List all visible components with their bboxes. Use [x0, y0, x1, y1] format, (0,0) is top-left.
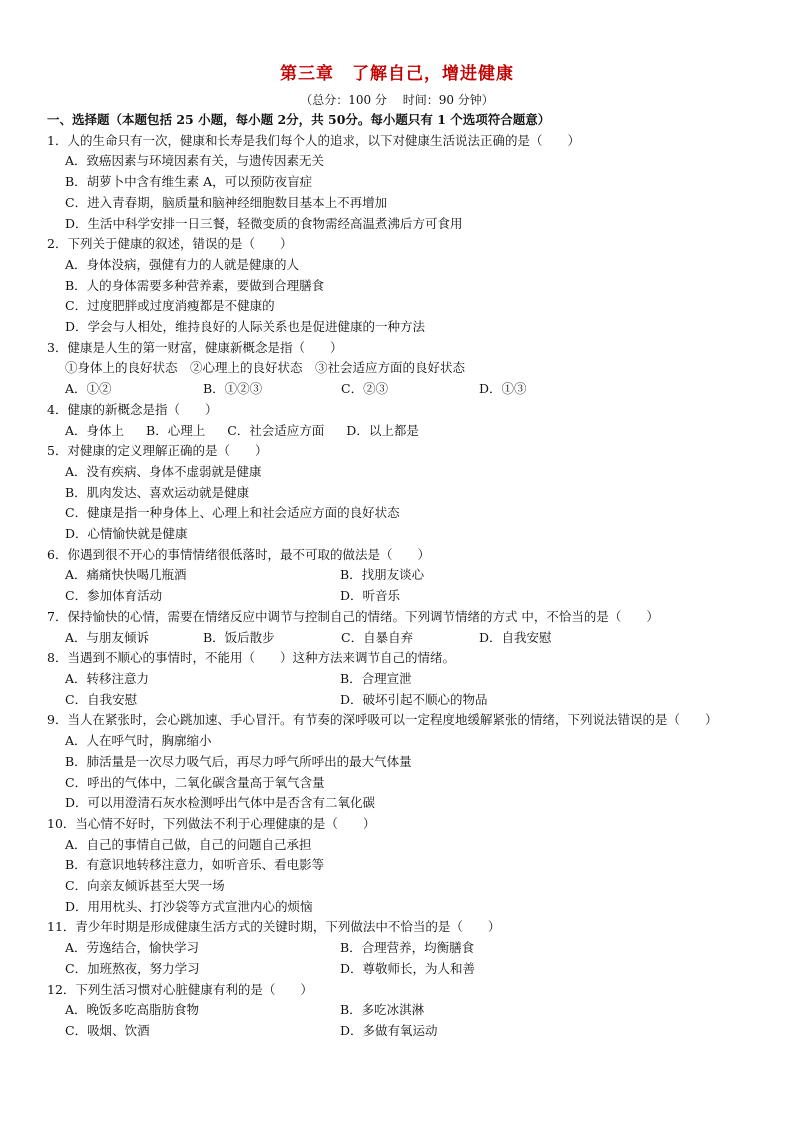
- page-title: 第三章 了解自己，增进健康: [280, 64, 514, 84]
- option-row: [47, 938, 759, 959]
- option: A．①②: [65, 381, 112, 397]
- option: B．心理上: [146, 422, 206, 438]
- option-row: [47, 565, 759, 586]
- option: C．健康是指一种身体上、心理上和社会适应方面的良好状态: [65, 505, 400, 521]
- option: C．过度肥胖或过度消瘦都是不健康的: [65, 298, 275, 314]
- option: B．胡萝卜中含有维生素 A，可以预防夜盲症: [65, 174, 313, 190]
- exam-info: （总分：100 分 时间：90 分钟）: [300, 93, 494, 107]
- question-stem: 8．当遇到不顺心的事情时，不能用（ ）这种方法来调节自己的情绪。: [47, 650, 455, 666]
- option: A．与朋友倾诉: [65, 629, 150, 645]
- option: A．晚饭多吃高脂肪食物: [65, 1002, 200, 1018]
- question-stem: 10．当心情不好时，下列做法不利于心理健康的是（ ）: [47, 815, 376, 831]
- option: B．肺活量是一次尽力吸气后，再尽力呼气所呼出的最大气体量: [65, 753, 412, 769]
- option: B．①②③: [203, 381, 263, 397]
- option: C．进入青春期，脑质量和脑神经细胞数目基本上不再增加: [65, 194, 388, 210]
- option: C．参加体育活动: [65, 588, 163, 604]
- option: D．以上都是: [346, 422, 419, 438]
- question-stem: 2．下列关于健康的叙述，错误的是（ ）: [47, 236, 293, 252]
- section-heading: 一、选择题（本题包括 25 小题，每小题 2分，共 50分。每小题只有 1 个选项符合题意）: [47, 112, 551, 127]
- option: C．②③: [341, 381, 389, 397]
- option-row: [47, 586, 759, 607]
- option: D．多做有氧运动: [340, 1022, 438, 1038]
- option: C．加班熬夜，努力学习: [65, 960, 200, 976]
- option: D．破坏引起不顺心的物品: [340, 691, 488, 707]
- option: A．自己的事情自己做，自己的问题自己承担: [65, 836, 312, 852]
- option-row: [47, 959, 759, 980]
- question-stem: 3．健康是人生的第一财富，健康新概念是指（ ）: [47, 339, 343, 355]
- option: D．生活中科学安排一日三餐，轻微变质的食物需经高温煮沸后方可食用: [65, 215, 463, 231]
- option-row: [47, 669, 759, 690]
- option: B．饭后散步: [203, 629, 275, 645]
- option: B．合理营养，均衡膳食: [340, 940, 475, 956]
- option-row: [47, 421, 759, 442]
- option: C．自我安慰: [65, 691, 138, 707]
- option: B．多吃冰淇淋: [340, 1002, 425, 1018]
- option: D．可以用澄清石灰水检测呼出气体中是否含有二氧化碳: [65, 795, 376, 811]
- question-stem: 12．下列生活习惯对心脏健康有利的是（ ）: [47, 981, 313, 997]
- option: A．痛痛快快喝几瓶酒: [65, 567, 187, 583]
- option: B．有意识地转移注意力，如听音乐、看电影等: [65, 857, 325, 873]
- option-row: [47, 690, 759, 711]
- option: D．用用枕头、打沙袋等方式宣泄内心的烦恼: [65, 898, 313, 914]
- option: A．转移注意力: [65, 670, 150, 686]
- option: C．呼出的气体中，二氧化碳含量高于氧气含量: [65, 774, 325, 790]
- option-row: [47, 1021, 759, 1042]
- question-stem: 11．青少年时期是形成健康生活方式的关键时期，下列做法中不恰当的是（ ）: [47, 919, 501, 935]
- option: B．找朋友谈心: [340, 567, 425, 583]
- question-list: [47, 110, 759, 1042]
- option: A．没有疾病、身体不虚弱就是健康: [65, 463, 262, 479]
- question-stem: 4．健康的新概念是指（ ）: [47, 401, 218, 417]
- question-stem: 1．人的生命只有一次，健康和长寿是我们每个人的追求，以下对健康生活说法正确的是（ ）: [47, 132, 580, 148]
- option: A．身体上: [65, 422, 125, 438]
- option: D．尊敬师长，为人和善: [340, 960, 476, 976]
- question-stem: 6．你遇到很不开心的事情情绪很低落时，最不可取的做法是（ ）: [47, 546, 430, 562]
- option: C．社会适应方面: [227, 422, 325, 438]
- option: D．自我安慰: [479, 629, 552, 645]
- option: C．吸烟、饮酒: [65, 1022, 150, 1038]
- option: D．学会与人相处，维持良好的人际关系也是促进健康的一种方法: [65, 319, 426, 335]
- option: D．心情愉快就是健康: [65, 526, 188, 542]
- option: B．合理宣泄: [340, 670, 412, 686]
- option-row: [47, 379, 759, 400]
- option: C．向亲友倾诉甚至大哭一场: [65, 878, 225, 894]
- option: A．身体没病，强健有力的人就是健康的人: [65, 256, 300, 272]
- option: C．自暴自弃: [341, 629, 414, 645]
- statement-list: ①身体上的良好状态 ②心理上的良好状态 ③社会适应方面的良好状态: [65, 360, 466, 376]
- option: A．劳逸结合，愉快学习: [65, 940, 200, 956]
- question-stem: 5．对健康的定义理解正确的是（ ）: [47, 443, 268, 459]
- option-row: [47, 1000, 759, 1021]
- option: D．①③: [479, 381, 527, 397]
- question-stem: 9．当人在紧张时，会心跳加速、手心冒汗。有节奏的深呼吸可以一定程度地缓解紧张的情绪，下列说法错误的是（ ）: [47, 712, 718, 728]
- option: D．听音乐: [340, 588, 401, 604]
- option: B．人的身体需要多种营养素，要做到合理膳食: [65, 277, 325, 293]
- option: A．人在呼气时，胸廓缩小: [65, 733, 212, 749]
- option: B．肌肉发达、喜欢运动就是健康: [65, 484, 250, 500]
- option: A．致癌因素与环境因素有关，与遗传因素无关: [65, 153, 325, 169]
- question-stem: 7．保持愉快的心情，需要在情绪反应中调节与控制自己的情绪。下列调节情绪的方式 中，不恰当的是（ ）: [47, 608, 659, 624]
- option-row: [47, 628, 759, 649]
